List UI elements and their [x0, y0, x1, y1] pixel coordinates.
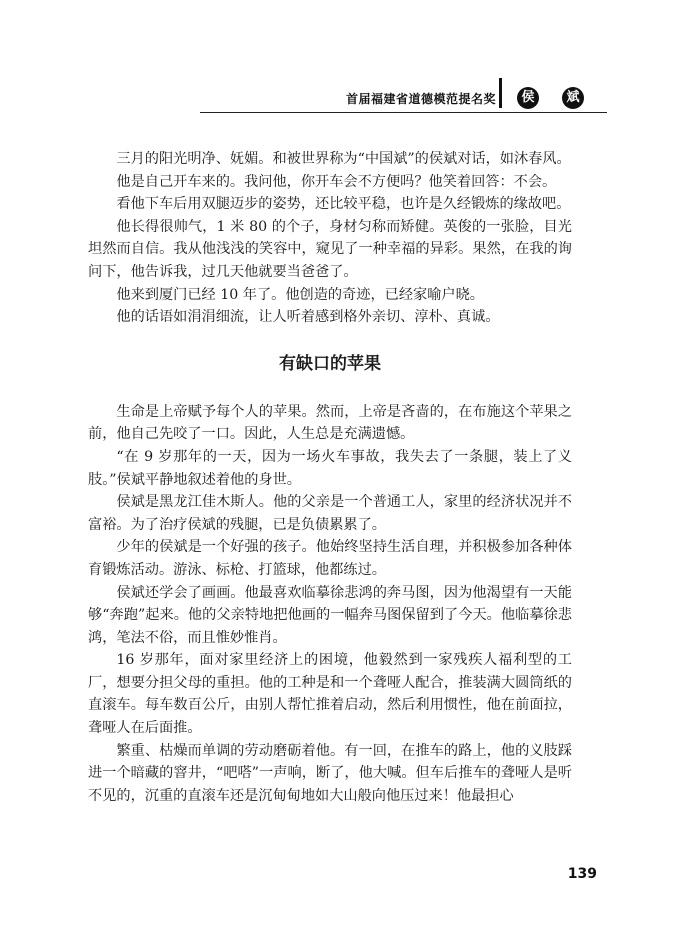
running-header	[0, 78, 677, 118]
page-number: 139	[567, 866, 597, 882]
paragraph: 他是自己开车来的。我问他，你开车会不方便吗？他笑着回答：不会。	[116, 173, 557, 190]
paragraph: 少年的侯斌是一个好强的孩子。他始终坚持生活自理，并积极参加各种体育锻炼活动。游泳、标枪、打篮球，他都练过。	[88, 539, 572, 578]
paragraph: 生命是上帝赋予每个人的苹果。然而，上帝是吝啬的，在布施这个苹果之前，他自己先咬了一口。因此，人生总是充满遗憾。	[88, 403, 572, 443]
paragraph: 他来到厦门已经 10 年了。他创造的奇迹，已经家喻户晓。	[116, 286, 484, 303]
name-badge-1: 侯	[517, 87, 539, 109]
paragraph: 16 岁那年，面对家里经济上的困境，他毅然到一家残疾人福利型的工厂，想要分担父母的重担。他的工种是和一个聋哑人配合，推装满大圆筒纸的直滚车。每车数百公斤，由别人帮忙推着启动，然后利用惯性，他在前面拉，聋哑人在后面推。	[88, 652, 572, 737]
paragraph: 看他下车后用双腿迈步的姿势，还比较平稳，也许是久经锻炼的缘故吧。	[116, 196, 571, 213]
section-title: 有缺口的苹果	[279, 353, 381, 374]
page-body	[88, 148, 572, 807]
paragraph: 侯斌还学会了画画。他最喜欢临摹徐悲鸿的奔马图，因为他渴望有一天能够“奔跑”起来。他的父亲特地把他画的一幅奔马图保留到了今天。他临摹徐悲鸿，笔法不俗，而且惟妙惟肖。	[88, 584, 572, 646]
paragraph: 他长得很帅气，1 米 80 的个子，身材匀称而矫健。英俊的一张脸，目光坦然而自信。我从他浅浅的笑容中，窥见了一种幸福的异彩。果然，在我的询问下，他告诉我，过几天他就要当爸爸了。	[88, 218, 572, 280]
paragraph: 侯斌是黑龙江佳木斯人。他的父亲是一个普通工人，家里的经济状况并不富裕。为了治疗侯斌的残腿，已是负债累累了。	[88, 494, 572, 533]
paragraph: “在 9 岁那年的一天，因为一场火车事故，我失去了一条腿，装上了义肢。”侯斌平静地叙述着他的身世。	[88, 448, 572, 488]
series-title: 首届福建省道德模范提名奖	[345, 92, 496, 106]
name-badge-2: 斌	[562, 87, 584, 109]
header-rule	[200, 112, 607, 113]
header-divider-bar	[499, 78, 502, 108]
paragraph: 他的话语如涓涓细流，让人听着感到格外亲切、淳朴、真诚。	[116, 309, 500, 326]
paragraph: 三月的阳光明净、妩媚。和被世界称为“中国斌”的侯斌对话，如沐春风。	[116, 151, 571, 167]
paragraph: 繁重、枯燥而单调的劳动磨砺着他。有一回，在推车的路上，他的义肢踩进一个暗藏的窨井，“吧嗒”一声响，断了，他大喊。但车后推车的聋哑人是听不见的，沉重的直滚车还是沉甸甸地如大山般向他压过来！他最担心	[88, 742, 572, 804]
